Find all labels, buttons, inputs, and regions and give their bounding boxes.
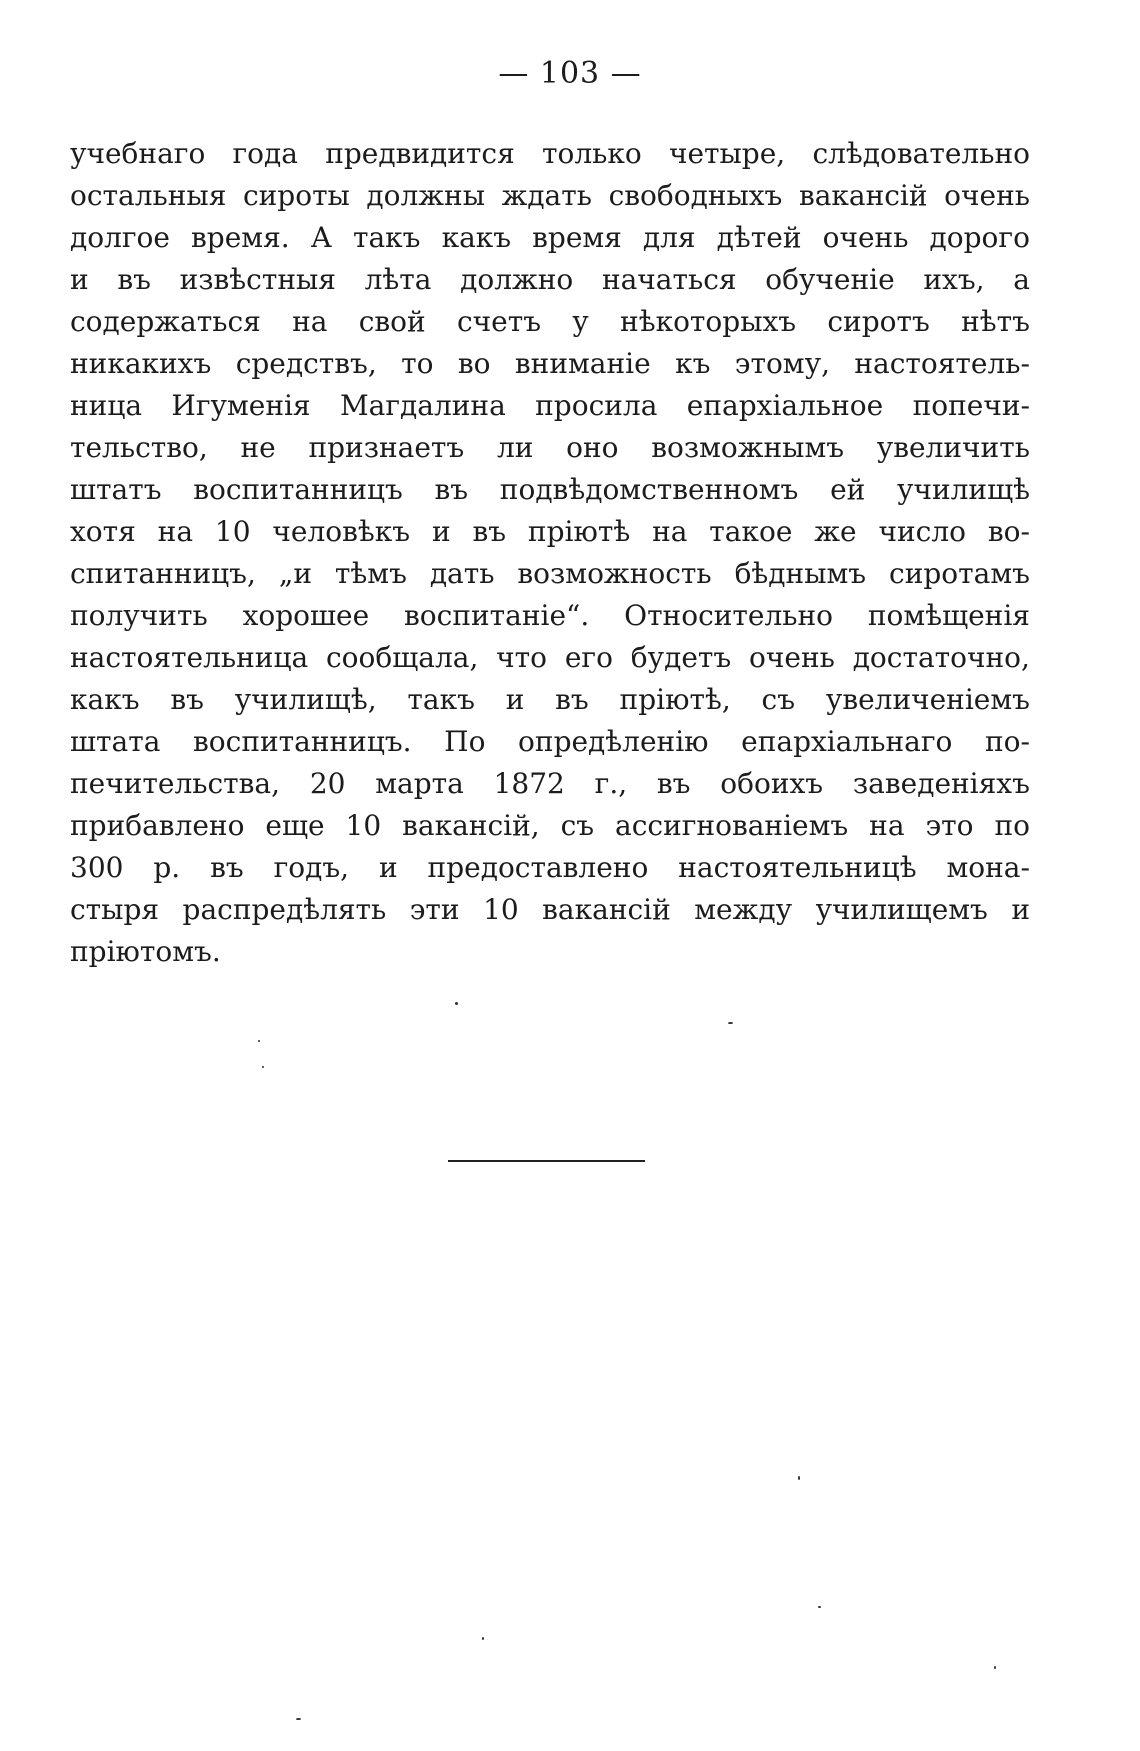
text-line <box>70 469 1030 511</box>
text-line <box>70 553 1030 595</box>
word: средствъ, <box>235 347 377 380</box>
word: училищѣ <box>896 473 1030 506</box>
word: 10 <box>483 893 519 926</box>
word: настоятельницѣ <box>678 851 917 884</box>
word: получить <box>70 599 208 632</box>
word: училищемъ <box>815 893 988 926</box>
word: должны <box>366 179 485 212</box>
text-line <box>70 427 1030 469</box>
word: 1872 <box>493 767 565 800</box>
word: предоставлено <box>427 851 649 884</box>
word: только <box>541 137 642 170</box>
text-line <box>70 511 1030 553</box>
word: дорого <box>929 221 1030 254</box>
word: съ <box>761 683 796 716</box>
word: стыря <box>70 893 160 926</box>
text-line <box>70 301 1030 343</box>
word: воспитанницъ. <box>193 725 412 758</box>
word: увеличеніемъ <box>825 683 1030 716</box>
word: бѣднымъ <box>734 557 867 590</box>
word: и <box>70 263 89 296</box>
text-line <box>70 133 1030 175</box>
word: лѣта <box>364 263 432 296</box>
word: пріютѣ, <box>619 683 731 716</box>
word: А <box>310 221 332 254</box>
word: 10 <box>214 515 251 548</box>
word: подвѣдомственномъ <box>499 473 799 506</box>
text-line: пріютомъ. <box>70 935 221 968</box>
word: никакихъ <box>70 347 212 380</box>
word: спитанницъ, <box>70 557 256 590</box>
word: въ <box>170 683 204 716</box>
word: ей <box>830 473 866 506</box>
word: во- <box>987 515 1030 548</box>
word: у <box>572 305 589 338</box>
word: этому, <box>734 347 830 380</box>
word: настоятельница <box>70 641 309 674</box>
word: возможнымъ <box>651 431 845 464</box>
text-line <box>70 679 1030 721</box>
word: и <box>378 851 398 884</box>
body-paragraph <box>70 133 1030 973</box>
text-line <box>70 889 1030 931</box>
word: сироты <box>242 179 350 212</box>
word: не <box>240 431 276 464</box>
word: въ <box>555 683 589 716</box>
word: по <box>994 809 1030 842</box>
text-line <box>70 763 1030 805</box>
word: марта <box>375 767 464 800</box>
word: свой <box>358 305 426 338</box>
word: какъ <box>441 221 512 254</box>
word: годъ, <box>273 851 350 884</box>
word: хорошее <box>242 599 370 632</box>
word: такое <box>709 515 793 548</box>
word: штата <box>70 725 161 758</box>
word: сообщала, <box>325 641 479 674</box>
text-line <box>70 385 1030 427</box>
word: По <box>444 725 486 758</box>
scan-speck <box>482 1637 484 1640</box>
word: вакансій, <box>402 809 540 842</box>
word: 10 <box>345 809 382 842</box>
word: ихъ, <box>923 263 985 296</box>
word: ждать <box>501 179 592 212</box>
word: штатъ <box>70 473 162 506</box>
word: сиротамъ <box>889 557 1030 590</box>
word: тѣмъ <box>334 557 407 590</box>
word: епархіальнаго <box>741 725 953 758</box>
word: „и <box>278 557 312 590</box>
word: такъ <box>407 683 475 716</box>
word: оно <box>566 431 619 464</box>
word: что <box>496 641 548 674</box>
word: увеличить <box>876 431 1030 464</box>
word: признаетъ <box>308 431 465 464</box>
word: на <box>292 305 328 338</box>
word: воспитаніе“. <box>404 599 590 632</box>
text-line <box>70 637 1030 679</box>
word: заведеніяхъ <box>852 767 1030 800</box>
word: 20 <box>309 767 346 800</box>
word: ассигнованіемъ <box>615 809 849 842</box>
word: извѣстныя <box>179 263 336 296</box>
word: въ <box>210 851 244 884</box>
word: епархіальное <box>686 389 884 422</box>
word: пріютѣ <box>527 515 631 548</box>
section-divider <box>448 1160 645 1162</box>
word: человѣкъ <box>272 515 411 548</box>
word: года <box>232 137 298 170</box>
word: р. <box>153 851 181 884</box>
word: должно <box>460 263 574 296</box>
word: какъ <box>70 683 140 716</box>
text-line <box>70 175 1030 217</box>
scan-speck <box>994 1666 996 1669</box>
word: эти <box>409 893 460 926</box>
word: и <box>431 515 451 548</box>
word: въ <box>434 473 469 506</box>
word: остальныя <box>70 179 227 212</box>
word: вниманіе <box>514 347 651 380</box>
word: печительства, <box>70 767 281 800</box>
word: это <box>925 809 974 842</box>
text-line <box>70 595 1030 637</box>
word: просила <box>535 389 658 422</box>
word: начаться <box>601 263 737 296</box>
word: и <box>505 683 525 716</box>
word: Магдалина <box>339 389 506 422</box>
word: четыре, <box>668 137 786 170</box>
word: во <box>457 347 491 380</box>
scan-speck <box>455 1002 458 1005</box>
word: хотя <box>70 515 136 548</box>
word: въ <box>117 263 151 296</box>
scan-speck <box>262 1066 264 1068</box>
word: же <box>814 515 857 548</box>
word: обоихъ <box>720 767 824 800</box>
word: къ <box>675 347 711 380</box>
word: учебнаго <box>70 137 206 170</box>
word: сиротъ <box>827 305 930 338</box>
word: училищѣ, <box>234 683 377 716</box>
word: счетъ <box>456 305 542 338</box>
scan-speck <box>818 1606 821 1608</box>
word: достаточно, <box>852 641 1030 674</box>
word: прибавлено <box>70 809 245 842</box>
text-line <box>70 259 1030 301</box>
word: очень <box>749 641 835 674</box>
word: 300 <box>70 851 124 884</box>
word: на <box>652 515 688 548</box>
word: мона- <box>946 851 1030 884</box>
word: долгое <box>70 221 170 254</box>
word: то <box>401 347 434 380</box>
word: на <box>869 809 905 842</box>
word: по- <box>984 725 1030 758</box>
word: еще <box>265 809 325 842</box>
word: настоятель- <box>854 347 1030 380</box>
word: и <box>1011 893 1030 926</box>
word: распредѣлять <box>182 893 387 926</box>
word: предвидится <box>325 137 515 170</box>
word: Относительно <box>624 599 834 632</box>
text-line <box>70 805 1030 847</box>
word: нѣтъ <box>961 305 1030 338</box>
word: между <box>694 893 793 926</box>
word: дѣтей <box>716 221 802 254</box>
word: воспитанницъ <box>193 473 403 506</box>
word: дать <box>429 557 495 590</box>
text-line <box>70 217 1030 259</box>
word: будетъ <box>630 641 732 674</box>
word: ли <box>496 431 534 464</box>
text-line <box>70 721 1030 763</box>
word: въ <box>656 767 691 800</box>
word: опредѣленію <box>518 725 709 758</box>
word: число <box>878 515 966 548</box>
word: возможность <box>517 557 712 590</box>
word: такъ <box>353 221 421 254</box>
scan-speck <box>258 1040 260 1042</box>
word: слѣдовательно <box>812 137 1030 170</box>
word: ница <box>70 389 143 422</box>
word: содержаться <box>70 305 261 338</box>
text-line <box>70 343 1030 385</box>
word: въ <box>472 515 507 548</box>
word: вакансій <box>542 893 671 926</box>
word: съ <box>560 809 595 842</box>
word: а <box>1013 263 1030 296</box>
word: обученіе <box>765 263 895 296</box>
word: попечи- <box>912 389 1030 422</box>
word: его <box>564 641 613 674</box>
word: г., <box>594 767 628 800</box>
word: помѣщенія <box>867 599 1030 632</box>
word: вакансій <box>798 179 928 212</box>
word: очень <box>822 221 909 254</box>
scan-speck <box>798 1476 800 1480</box>
word: очень <box>944 179 1030 212</box>
word: Игуменія <box>171 389 311 422</box>
word: свободныхъ <box>608 179 783 212</box>
word: время. <box>191 221 290 254</box>
word: для <box>642 221 696 254</box>
text-line <box>70 847 1030 889</box>
word: время <box>532 221 622 254</box>
word: на <box>157 515 194 548</box>
word: тельство, <box>70 431 208 464</box>
scan-speck <box>296 1718 301 1720</box>
word: нѣкоторыхъ <box>620 305 797 338</box>
page-number: — 103 — <box>498 56 642 91</box>
scan-speck <box>728 1022 733 1024</box>
